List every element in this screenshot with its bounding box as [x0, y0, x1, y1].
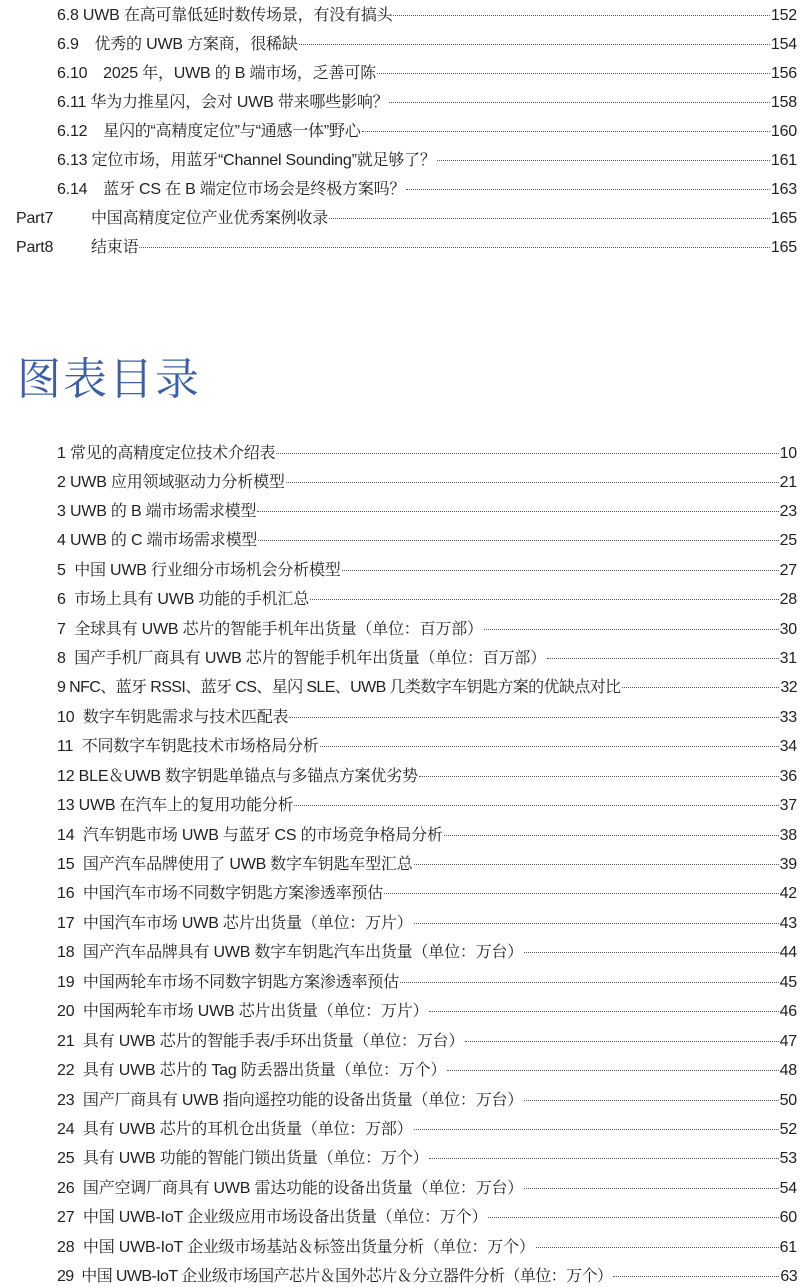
figure-entry[interactable] — [57, 467, 797, 493]
figure-entry-page: 47 — [779, 1033, 797, 1050]
toc-entry-label: 中国高精度定位产业优秀案例收录 — [91, 210, 329, 227]
figure-entry-page: 23 — [779, 503, 797, 520]
figure-entry-page: 34 — [779, 738, 797, 755]
dot-leader — [139, 232, 769, 252]
toc-entry-label: 6.10 2025 年，UWB 的 B 端市场，乏善可陈 — [57, 65, 376, 82]
figure-entry-page: 25 — [779, 532, 797, 549]
figure-entry-page: 33 — [779, 709, 797, 726]
figure-entry-page: 21 — [779, 474, 797, 491]
figure-entry-label: 20 中国两轮车市场 UWB 芯片出货量（单位：万片） — [57, 1003, 429, 1020]
figure-entry[interactable] — [57, 1261, 797, 1287]
figure-entry[interactable] — [57, 1026, 797, 1052]
toc-entry-page: 152 — [770, 7, 797, 24]
dot-leader — [437, 145, 770, 165]
figure-entry-label: 15 国产汽车品牌使用了 UWB 数字车钥匙车型汇总 — [57, 856, 413, 873]
toc-entry[interactable] — [57, 29, 797, 55]
toc-entry-page: 161 — [770, 152, 797, 169]
dot-leader — [406, 174, 770, 194]
toc-entry-page: 165 — [770, 210, 797, 227]
figure-entry-page: 52 — [779, 1121, 797, 1138]
figure-entry-page: 63 — [780, 1268, 797, 1285]
figure-entry-label: 25 具有 UWB 功能的智能门锁出货量（单位：万个） — [57, 1150, 429, 1167]
figure-entry[interactable] — [57, 555, 797, 581]
figure-entry-label: 17 中国汽车市场 UWB 芯片出货量（单位：万片） — [57, 915, 413, 932]
dot-leader — [524, 1173, 778, 1193]
dot-leader — [310, 584, 779, 604]
toc-entry-page: 156 — [770, 65, 797, 82]
toc-part-entry[interactable] — [16, 203, 797, 229]
toc-entry-page: 160 — [770, 123, 797, 140]
figure-entry-label: 8 国产手机厂商具有 UWB 芯片的智能手机年出货量（单位：百万部） — [57, 650, 547, 667]
dot-leader — [429, 996, 778, 1016]
figure-entry-label: 3 UWB 的 B 端市场需求模型 — [57, 503, 257, 520]
toc-entry[interactable] — [57, 87, 797, 113]
dot-leader — [257, 496, 778, 516]
figure-entry-label: 28 中国 UWB-IoT 企业级市场基站＆标签出货量分析（单位：万个） — [57, 1239, 535, 1256]
dot-leader — [444, 820, 779, 840]
dot-leader — [488, 1202, 778, 1222]
dot-leader — [613, 1261, 779, 1281]
dot-leader — [447, 1055, 778, 1075]
figure-entry-label: 23 国产厂商具有 UWB 指向遥控功能的设备出货量（单位：万台） — [57, 1092, 524, 1109]
figure-entry-page: 32 — [780, 679, 797, 696]
figure-entry[interactable] — [57, 996, 797, 1022]
dot-leader — [320, 731, 779, 751]
figure-entry[interactable] — [57, 1143, 797, 1169]
figure-entry-label: 18 国产汽车品牌具有 UWB 数字车钥匙汽车出货量（单位：万台） — [57, 944, 524, 961]
figure-entry-label: 5 中国 UWB 行业细分市场机会分析模型 — [57, 562, 341, 579]
figure-entry-page: 39 — [779, 856, 797, 873]
figure-entry-page: 60 — [779, 1209, 797, 1226]
toc-entry-label: 6.8 UWB 在高可靠低延时数传场景，有没有搞头 — [57, 7, 393, 24]
figure-entry[interactable] — [57, 1055, 797, 1081]
dot-leader — [414, 908, 779, 928]
figure-entry-page: 36 — [779, 768, 797, 785]
toc-entry-label: 结束语 — [91, 239, 139, 256]
dot-leader — [536, 1232, 779, 1252]
dot-leader — [524, 1085, 778, 1105]
figure-entry[interactable] — [57, 614, 797, 640]
dot-leader — [484, 614, 779, 634]
figure-entry[interactable] — [57, 878, 797, 904]
toc-entry[interactable] — [57, 174, 797, 200]
figure-entry[interactable] — [57, 496, 797, 522]
toc-entry[interactable] — [57, 0, 797, 26]
figure-entry[interactable] — [57, 1232, 797, 1258]
figure-entry[interactable] — [57, 937, 797, 963]
figure-entry[interactable] — [57, 525, 797, 551]
dot-leader — [384, 878, 779, 898]
figure-entry[interactable] — [57, 761, 797, 787]
toc-part-entry[interactable] — [16, 232, 797, 258]
figure-entry-page: 27 — [779, 562, 797, 579]
figure-entry-label: 29 中国 UWB-IoT 企业级市场国产芯片＆国外芯片＆分立器件分析（单位：万个） — [57, 1268, 613, 1285]
figure-entry-label: 1 常见的高精度定位技术介绍表 — [57, 445, 276, 462]
dot-leader — [393, 0, 769, 20]
dot-leader — [342, 555, 779, 575]
figure-entry-label: 14 汽车钥匙市场 UWB 与蓝牙 CS 的市场竞争格局分析 — [57, 827, 443, 844]
toc-entry-label: 6.13 定位市场，用蓝牙“Channel Sounding”就足够了？ — [57, 152, 436, 169]
figure-entry-label: 24 具有 UWB 芯片的耳机仓出货量（单位：万部） — [57, 1121, 413, 1138]
toc-entry-page: 163 — [770, 181, 797, 198]
figure-entry-page: 10 — [779, 445, 797, 462]
dot-leader — [329, 203, 770, 223]
toc-entry-label: 6.12 星闪的“高精度定位”与“通感一体”野心 — [57, 123, 361, 140]
figure-entry-page: 48 — [779, 1062, 797, 1079]
toc-entry-label: 6.11 华为力推星闪，会对 UWB 带来哪些影响？ — [57, 94, 389, 111]
dot-leader — [547, 643, 779, 663]
figure-entry[interactable] — [57, 672, 797, 698]
figure-entry[interactable] — [57, 1114, 797, 1140]
figure-entry-label: 9 NFC、蓝牙 RSSI、蓝牙 CS、星闪 SLE、UWB 几类数字车钥匙方案的优缺点对比 — [57, 679, 621, 696]
figure-entry-page: 54 — [779, 1180, 797, 1197]
figures-section-title: 图表目录 — [17, 355, 201, 404]
figure-entry[interactable] — [57, 731, 797, 757]
figure-entry-label: 6 市场上具有 UWB 功能的手机汇总 — [57, 591, 310, 608]
dot-leader — [258, 525, 778, 545]
dot-leader — [429, 1143, 778, 1163]
toc-entry-page: 154 — [770, 36, 797, 53]
figure-entry[interactable] — [57, 967, 797, 993]
figure-entry-page: 42 — [779, 885, 797, 902]
figure-entry-label: 26 国产空调厂商具有 UWB 雷达功能的设备出货量（单位：万台） — [57, 1180, 524, 1197]
figure-entry[interactable] — [57, 643, 797, 669]
dot-leader — [389, 87, 769, 107]
figure-entry-label: 22 具有 UWB 芯片的 Tag 防丢器出货量（单位：万个） — [57, 1062, 447, 1079]
dot-leader — [299, 29, 770, 49]
dot-leader — [414, 1114, 779, 1134]
toc-entry[interactable] — [57, 58, 797, 84]
figure-entry-label: 7 全球具有 UWB 芯片的智能手机年出货量（单位：百万部） — [57, 621, 483, 638]
figure-entry[interactable] — [57, 908, 797, 934]
dot-leader — [419, 761, 779, 781]
figure-entry-page: 50 — [779, 1092, 797, 1109]
figure-entry-label: 19 中国两轮车市场不同数字钥匙方案渗透率预估 — [57, 974, 399, 991]
figure-entry-page: 53 — [779, 1150, 797, 1167]
figure-entry-page: 61 — [779, 1239, 797, 1256]
toc-entry-page: 165 — [770, 239, 797, 256]
toc-entry-label: 6.9 优秀的 UWB 方案商，很稀缺 — [57, 36, 298, 53]
toc-entry[interactable] — [57, 145, 797, 171]
figure-entry[interactable] — [57, 1202, 797, 1228]
dot-leader — [286, 467, 779, 487]
figure-entry-page: 38 — [779, 827, 797, 844]
figure-entry-page: 44 — [779, 944, 797, 961]
figure-entry-page: 45 — [779, 974, 797, 991]
part-number: Part8 — [16, 239, 54, 256]
figure-entry-label: 16 中国汽车市场不同数字钥匙方案渗透率预估 — [57, 885, 384, 902]
dot-leader — [622, 672, 780, 692]
figure-entry-page: 37 — [779, 797, 797, 814]
dot-leader — [524, 937, 778, 957]
figure-entry[interactable] — [57, 1173, 797, 1199]
figure-entry-label: 2 UWB 应用领域驱动力分析模型 — [57, 474, 285, 491]
dot-leader — [276, 438, 778, 458]
dot-leader — [465, 1026, 778, 1046]
dot-leader — [289, 702, 778, 722]
figure-entry[interactable] — [57, 849, 797, 875]
figure-entry-label: 12 BLE＆UWB 数字钥匙单锚点与多锚点方案优劣势 — [57, 768, 418, 785]
toc-entry-page: 158 — [770, 94, 797, 111]
dot-leader — [414, 849, 779, 869]
figure-entry-page: 28 — [779, 591, 797, 608]
toc-entry[interactable] — [57, 116, 797, 142]
dot-leader — [400, 967, 779, 987]
figure-entry-label: 4 UWB 的 C 端市场需求模型 — [57, 532, 258, 549]
dot-leader — [377, 58, 770, 78]
figure-entry[interactable] — [57, 584, 797, 610]
toc-entry-label: 6.14 蓝牙 CS 在 B 端定位市场会是终极方案吗？ — [57, 181, 406, 198]
figure-entry-label: 10 数字车钥匙需求与技术匹配表 — [57, 709, 289, 726]
dot-leader — [362, 116, 770, 136]
figure-entry-label: 11 不同数字车钥匙技术市场格局分析 — [57, 738, 319, 755]
dot-leader — [294, 790, 778, 810]
figure-entry[interactable] — [57, 790, 797, 816]
figure-entry-page: 30 — [779, 621, 797, 638]
figure-entry[interactable] — [57, 702, 797, 728]
part-number: Part7 — [16, 210, 54, 227]
figure-entry-label: 27 中国 UWB-IoT 企业级应用市场设备出货量（单位：万个） — [57, 1209, 488, 1226]
figure-entry[interactable] — [57, 1085, 797, 1111]
figure-entry-page: 31 — [779, 650, 797, 667]
figure-entry-page: 43 — [779, 915, 797, 932]
figure-entry[interactable] — [57, 438, 797, 464]
figure-entry-page: 46 — [779, 1003, 797, 1020]
figure-entry[interactable] — [57, 820, 797, 846]
figure-entry-label: 21 具有 UWB 芯片的智能手表/手环出货量（单位：万台） — [57, 1033, 465, 1050]
figure-entry-label: 13 UWB 在汽车上的复用功能分析 — [57, 797, 294, 814]
